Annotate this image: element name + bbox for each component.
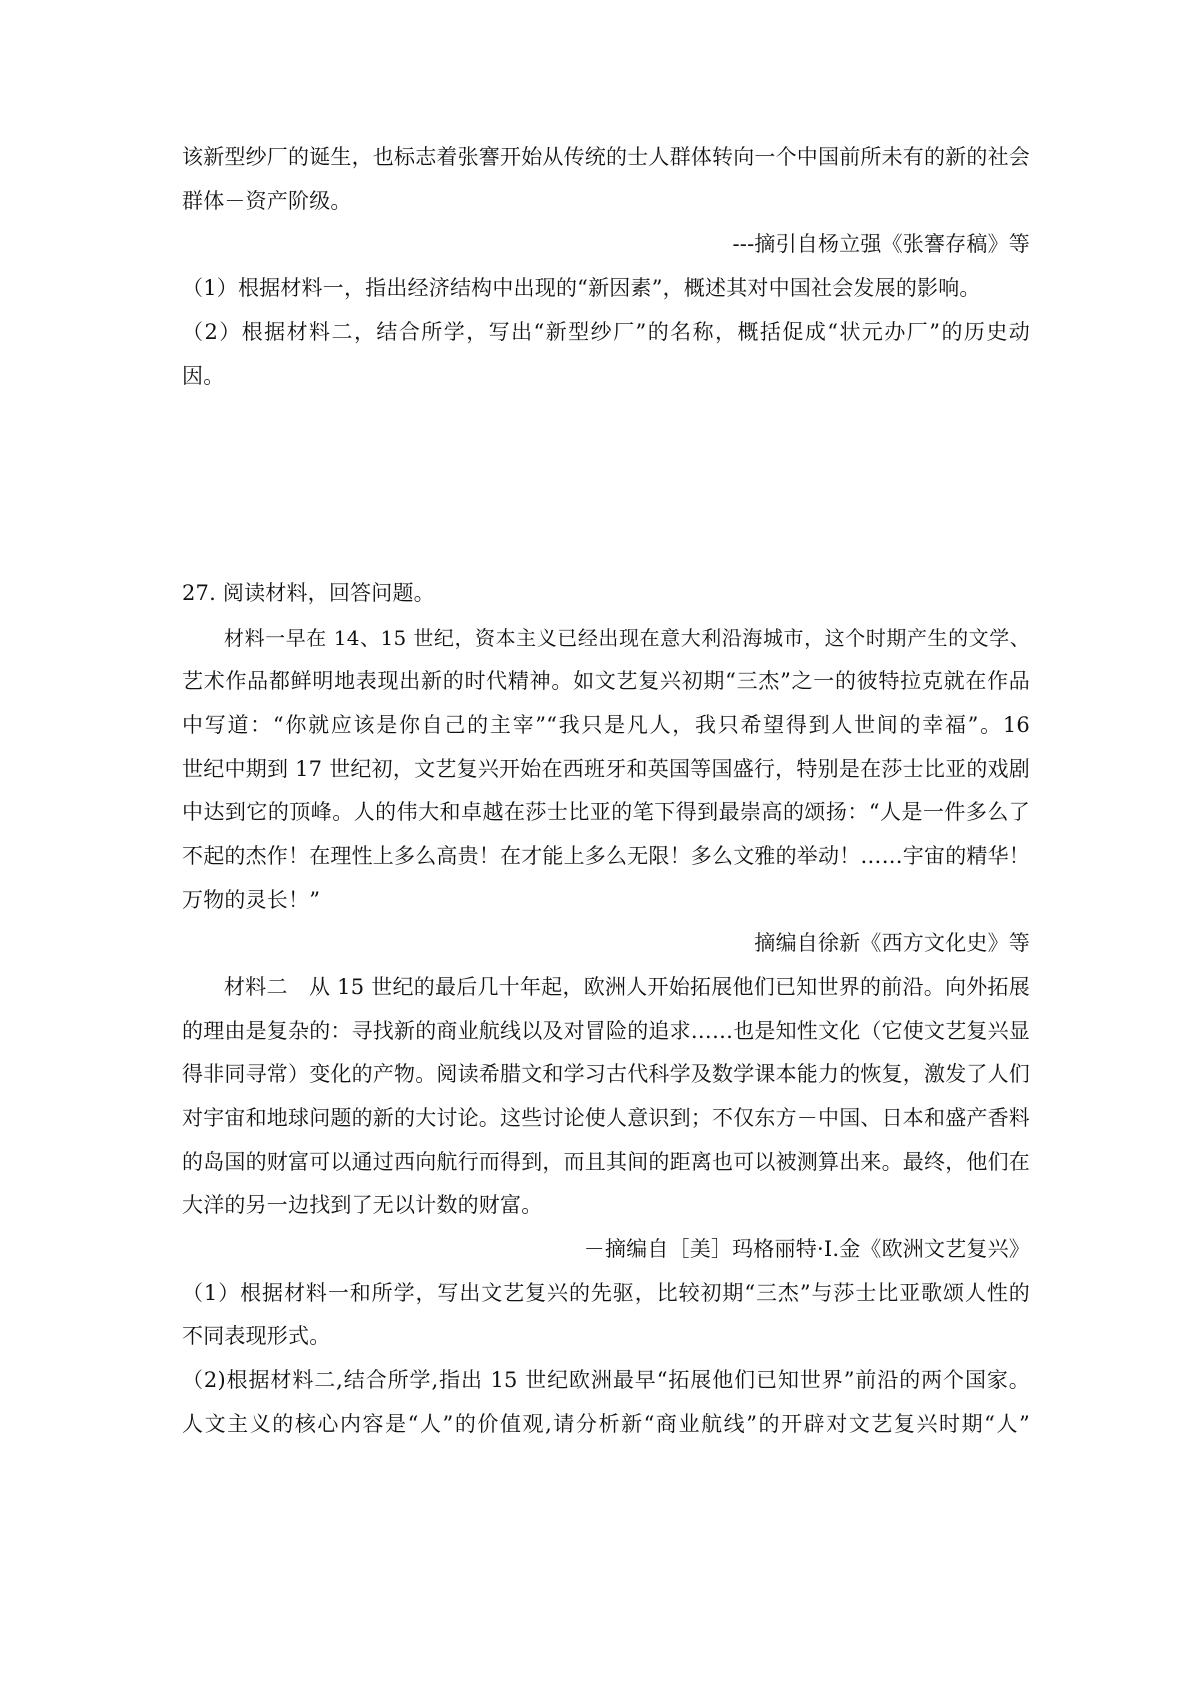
material-2-source: －摘编自［美］玛格丽特·I.金《欧洲文艺复兴》 [583, 1237, 1030, 1261]
material-2-line: 的理由是复杂的：寻找新的商业航线以及对冒险的追求……也是知性文化（它使文艺复兴显 [182, 1019, 1030, 1043]
material-2-line: 得非同寻常）变化的产物。阅读希腊文和学习古代科学及数学课本能力的恢复，激发了人们 [182, 1062, 1030, 1086]
question-1: （1）根据材料一，指出经济结构中出现的“新因素”，概述其对中国社会发展的影响。 [182, 276, 981, 300]
material-1-line: 中写道：“你就应该是你自己的主宰”“我只是凡人，我只希望得到人世间的幸福”。16 [182, 713, 1030, 737]
question-2-continued: 因。 [182, 364, 225, 388]
material-1-line: 世纪中期到 17 世纪初，文艺复兴开始在西班牙和英国等国盛行，特别是在莎士比亚的戏剧 [182, 757, 1030, 781]
question-27-2: （2)根据材料二,结合所学,指出 15 世纪欧洲最早“拓展他们已知世界”前沿的两个国家。 [182, 1368, 1030, 1392]
material-text-line: 该新型纱厂的诞生，也标志着张謇开始从传统的士人群体转向一个中国前所未有的新的社会 [182, 145, 1030, 169]
material-1-line: 不起的杰作！在理性上多么高贵！在才能上多么无限！多么文雅的举动！……宇宙的精华！ [182, 844, 1030, 868]
material-1-line: 万物的灵长！” [182, 888, 321, 912]
material-2-line: 材料二 从 15 世纪的最后几十年起，欧洲人开始拓展他们已知世界的前沿。向外拓展 [224, 975, 1030, 999]
material-2-line: 大洋的另一边找到了无以计数的财富。 [182, 1193, 543, 1217]
source-citation: ---摘引自杨立强《张謇存稿》等 [732, 232, 1030, 256]
question-27-heading: 27. 阅读材料，回答问题。 [182, 581, 435, 605]
material-1-line: 材料一早在 14、15 世纪，资本主义已经出现在意大利沿海城市，这个时期产生的文学、 [224, 626, 1030, 650]
question-27-2-continued: 人文主义的核心内容是“人”的价值观,请分析新“商业航线”的开辟对文艺复兴时期“人” [182, 1412, 1030, 1436]
material-1-line: 艺术作品都鲜明地表现出新的时代精神。如文艺复兴初期“三杰”之一的彼特拉克就在作品 [182, 669, 1030, 693]
material-1-line: 中达到它的顶峰。人的伟大和卓越在莎士比亚的笔下得到最崇高的颂扬：“人是一件多么了 [182, 800, 1030, 824]
material-1-source: 摘编自徐新《西方文化史》等 [754, 931, 1030, 955]
question-27-1-continued: 不同表现形式。 [182, 1324, 331, 1348]
material-2-line: 的岛国的财富可以通过西向航行而得到，而且其间的距离也可以被测算出来。最终，他们在 [182, 1150, 1030, 1174]
question-2: （2）根据材料二，结合所学，写出“新型纱厂”的名称，概括促成“状元办厂”的历史动 [182, 320, 1030, 344]
material-text-line: 群体－资产阶级。 [182, 189, 352, 213]
material-2-line: 对宇宙和地球问题的新的大讨论。这些讨论使人意识到；不仅东方－中国、日本和盛产香料 [182, 1106, 1030, 1130]
question-27-1: （1）根据材料一和所学，写出文艺复兴的先驱，比较初期“三杰”与莎士比亚歌颂人性的 [182, 1281, 1030, 1305]
